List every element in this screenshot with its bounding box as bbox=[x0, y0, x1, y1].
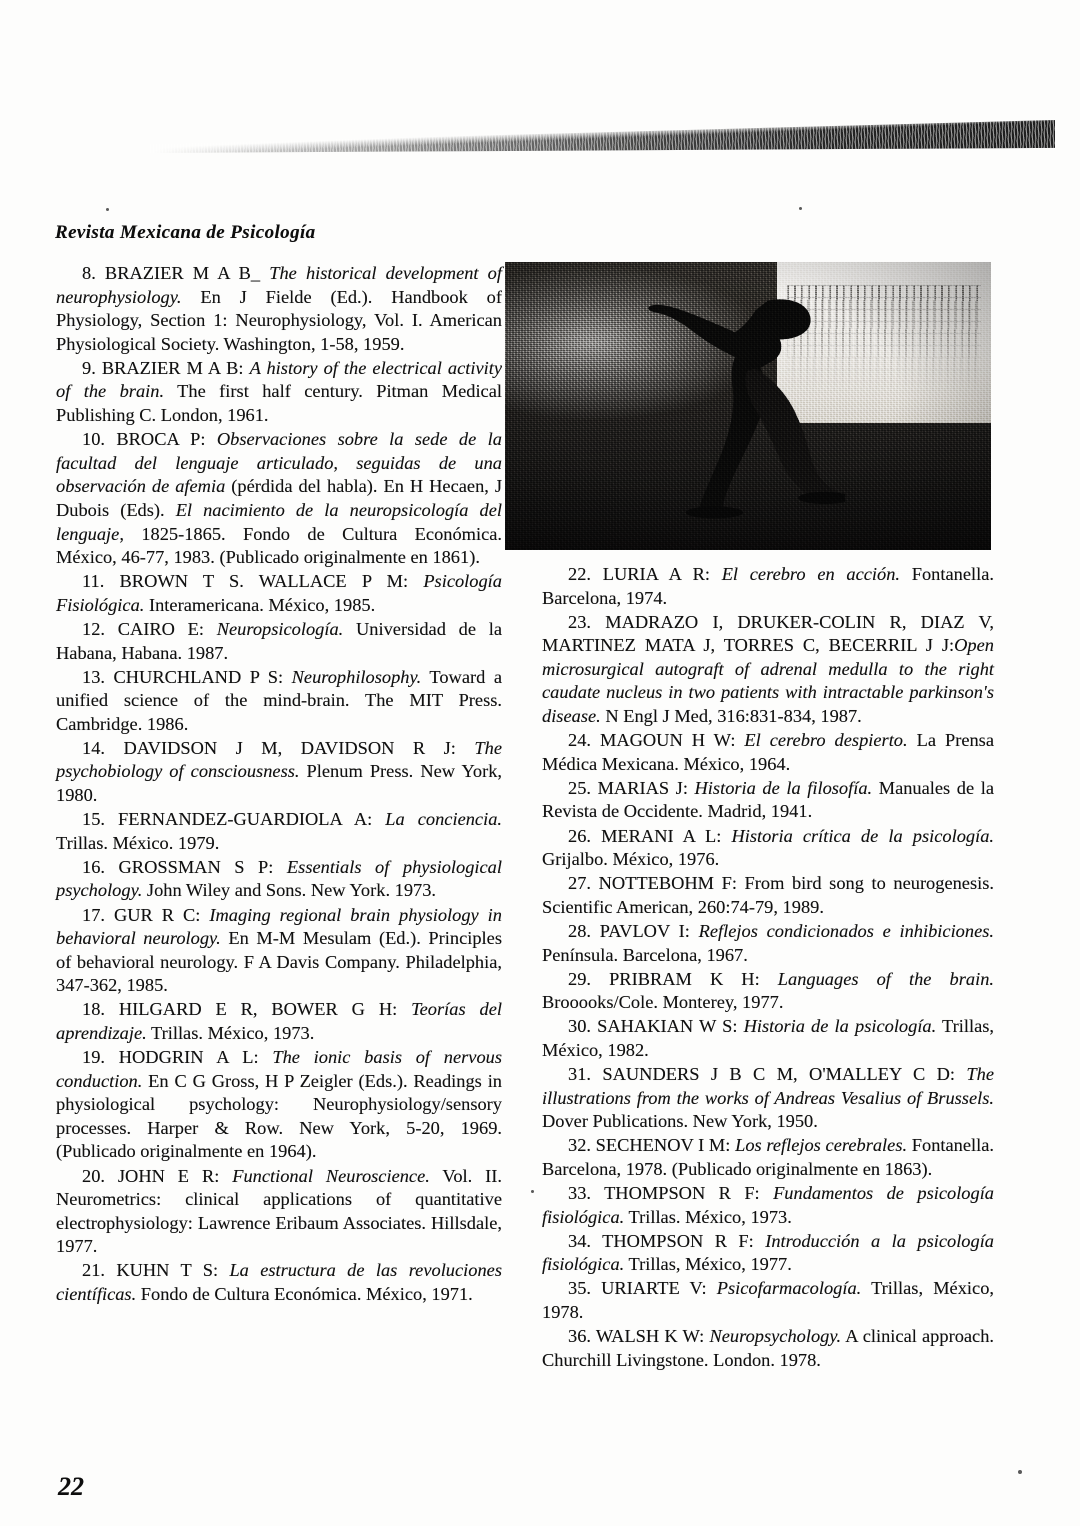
reference-text-run: La estructura de las revoluciones científicas. bbox=[56, 1260, 502, 1305]
reference-text-run: The illustrations from the works of Andreas Vesalius of Brussels. bbox=[542, 1063, 994, 1108]
reference-text-run: Trillas, México, 1977. bbox=[624, 1254, 792, 1275]
reference-text-run: A clinical approach. Churchill Livingstone. London. 1978. bbox=[542, 1326, 995, 1370]
page-number: 22 bbox=[58, 1472, 84, 1501]
reference-entry bbox=[56, 856, 502, 903]
reference-entry bbox=[56, 1165, 502, 1259]
scan-speck bbox=[1018, 1470, 1022, 1474]
scan-streak-wedge bbox=[150, 120, 1055, 154]
reference-text-run: 22. LURIA A R: bbox=[568, 564, 722, 584]
reference-entry bbox=[542, 968, 994, 1015]
reference-entry bbox=[542, 1325, 994, 1372]
reference-text-run: Historia de la psicología. bbox=[743, 1016, 937, 1037]
halftone-photograph bbox=[505, 262, 991, 550]
reference-text-run: Manuales de la Revista de Occidente. Madrid, 1941. bbox=[542, 777, 994, 822]
reference-entry bbox=[56, 666, 502, 737]
reference-text-run: Open microsurgical autograft of adrenal medulla to the right caudate nucleus in two patients with intractable parkinson's disease. bbox=[542, 635, 994, 727]
reference-entry bbox=[56, 737, 502, 808]
reference-entry bbox=[542, 920, 994, 967]
reference-text-run: Historia crítica de la psicología. bbox=[731, 825, 994, 846]
reference-text-run: Dover Publications. New York, 1950. bbox=[542, 1111, 818, 1132]
reference-text-run: Plenum Press. New York, 1980. bbox=[56, 761, 502, 806]
reference-text-run: La Prensa Médica Mexicana. México, 1964. bbox=[542, 730, 995, 774]
reference-text-run: 35. URIARTE V: bbox=[568, 1278, 717, 1299]
reference-text-run: John Wiley and Sons. New York. 1973. bbox=[142, 880, 437, 901]
reference-text-run: Fundamentos de psicología fisiológica. bbox=[542, 1182, 994, 1227]
reference-text-run: (pérdida del habla). En H Hecaen, J Dubois (Eds). bbox=[56, 476, 502, 520]
reference-text-run: Trillas. México, 1973. bbox=[146, 1023, 315, 1043]
reference-text-run: Psicofarmacología. bbox=[716, 1278, 862, 1299]
reference-text-run: The ionic basis of nervous conduction. bbox=[56, 1047, 502, 1091]
reference-entry bbox=[542, 1277, 994, 1324]
reference-text-run: Neuropsychology. bbox=[709, 1326, 842, 1346]
reference-entry bbox=[56, 357, 502, 428]
reference-entry bbox=[542, 611, 994, 729]
reference-text-run: The historical development of neurophysiology. bbox=[56, 263, 502, 307]
reference-text-run: Functional Neuroscience. bbox=[232, 1165, 430, 1186]
running-head: Revista Mexicana de Psicología bbox=[55, 222, 316, 243]
reference-entry bbox=[56, 428, 502, 570]
reference-entry bbox=[542, 777, 994, 824]
reference-text-run: Reflejos condicionados e inhibiciones. bbox=[698, 920, 994, 941]
reference-text-run: A history of the electrical activity of the brain. bbox=[56, 357, 502, 402]
reference-text-run: Introducción a la psicología fisiológica. bbox=[542, 1230, 994, 1275]
reference-text-run: 12. CAIRO E: bbox=[82, 618, 217, 639]
reference-text-run: Teorías del aprendizaje. bbox=[56, 999, 502, 1043]
reference-text-run: Trillas, México, 1982. bbox=[542, 1016, 994, 1060]
reference-entry bbox=[56, 904, 502, 998]
reference-text-run: 25. MARIAS J: bbox=[568, 777, 695, 798]
reference-text-run: 16. GROSSMAN S P: bbox=[82, 856, 287, 877]
reference-entry bbox=[56, 618, 502, 665]
reference-text-run: Toward a unified science of the mind-brain. The MIT Press. Cambridge. 1986. bbox=[56, 666, 502, 734]
reference-entry bbox=[542, 1063, 994, 1134]
reference-text-run: 18. HILGARD E R, BOWER G H: bbox=[82, 999, 412, 1020]
scan-streak-artifact bbox=[150, 120, 1055, 154]
scan-speck bbox=[799, 207, 802, 210]
reference-text-run: Neurophilosophy. bbox=[291, 666, 422, 687]
reference-text-run: Languages of the brain. bbox=[777, 968, 994, 989]
reference-entry bbox=[542, 1015, 994, 1062]
reference-entry bbox=[56, 262, 502, 356]
reference-entry bbox=[542, 1134, 994, 1181]
reference-text-run: 10. BROCA P: bbox=[82, 429, 217, 450]
reference-text-run: El cerebro despierto. bbox=[744, 730, 908, 751]
reference-text-run: 9. BRAZIER M A B: bbox=[82, 357, 250, 378]
reference-text-run: Neuropsicología. bbox=[216, 618, 344, 639]
scan-speck bbox=[531, 1190, 534, 1193]
reference-text-run: 30. SAHAKIAN W S: bbox=[568, 1016, 744, 1037]
reference-entry bbox=[542, 1182, 994, 1229]
reference-text-run: Imaging regional brain physiology in behavioral neurology. bbox=[56, 904, 502, 949]
reference-text-run: 21. KUHN T S: bbox=[82, 1260, 230, 1281]
reference-entry bbox=[542, 872, 994, 919]
reference-text-run: 28. PAVLOV I: bbox=[568, 920, 699, 941]
reference-entry bbox=[56, 998, 502, 1045]
reference-text-run: Psicología Fisiológica. bbox=[56, 571, 502, 615]
reference-text-run: Observaciones sobre la sede de la facultad del lenguaje articulado, seguidas de una observación de afemia bbox=[56, 429, 502, 497]
reference-text-run: Essentials of physiological psychology. bbox=[56, 856, 502, 901]
reference-text-run: En M-M Mesulam (Ed.). Principles of behavioral neurology. F A Davis Company. Philadelphia, 347-362, 1985. bbox=[56, 928, 502, 996]
reference-text-run: 17. GUR R C: bbox=[82, 904, 210, 925]
reference-text-run: 15. FERNANDEZ-GUARDIOLA A: bbox=[82, 809, 386, 830]
reference-text-run: N Engl J Med, 316:831-834, 1987. bbox=[600, 706, 862, 727]
reference-text-run: Vol. II. Neurometrics: clinical applications of quantitative electrophysiology: Lawrence Eribaum Associates. Hillsdale, 1977. bbox=[56, 1165, 502, 1257]
reference-text-run: 20. JOHN E R: bbox=[82, 1165, 233, 1186]
reference-entry bbox=[56, 570, 502, 617]
reference-entry bbox=[542, 563, 994, 610]
reference-text-run: La conciencia. bbox=[385, 809, 502, 830]
reference-text-run: Grijalbo. México, 1976. bbox=[542, 849, 720, 870]
reference-entry bbox=[542, 729, 994, 776]
reference-text-run: 23. MADRAZO I, DRUKER-COLIN R, DIAZ V, MARTINEZ MATA J, TORRES C, BECERRIL J J: bbox=[542, 611, 994, 656]
reference-text-run: Fondo de Cultura Económica. México, 1971. bbox=[136, 1284, 473, 1305]
reference-text-run: Universidad de la Habana, Habana. 1987. bbox=[56, 618, 502, 663]
reference-text-run: Brooooks/Cole. Monterey, 1977. bbox=[542, 992, 784, 1013]
reference-text-run: Historia de la filosofía. bbox=[694, 777, 873, 798]
reference-text-run: Península. Barcelona, 1967. bbox=[542, 944, 748, 965]
reference-text-run: Trillas, México, 1978. bbox=[542, 1278, 994, 1322]
reference-text-run: Trillas. México, 1973. bbox=[624, 1206, 792, 1227]
reference-text-run: 29. PRIBRAM K H: bbox=[568, 968, 778, 989]
scan-streak-grain bbox=[150, 120, 1055, 154]
reference-entry bbox=[542, 1230, 994, 1277]
reference-text-run: 24. MAGOUN H W: bbox=[568, 730, 745, 751]
reference-text-run: 36. WALSH K W: bbox=[568, 1326, 710, 1346]
reference-text-run: 19. HODGRIN A L: bbox=[82, 1047, 273, 1068]
reference-text-run: 8. BRAZIER M A B_ bbox=[82, 263, 270, 283]
reference-text-run: The first half century. Pitman Medical Publishing C. London, 1961. bbox=[56, 381, 502, 426]
reference-text-run: El nacimiento de la neuropsicología del lenguaje, bbox=[56, 499, 503, 544]
reference-column-left bbox=[56, 262, 502, 1307]
reference-entry bbox=[56, 808, 502, 855]
reference-text-run: 31. SAUNDERS J B C M, O'MALLEY C D: bbox=[568, 1063, 967, 1084]
reference-text-run: 32. SECHENOV I M: bbox=[568, 1135, 736, 1156]
photo-vignette bbox=[505, 262, 991, 550]
reference-entry bbox=[56, 1259, 502, 1306]
reference-entry bbox=[56, 1046, 502, 1164]
reference-text-run: 1825-1865. Fondo de Cultura Económica. México, 46-77, 1983. (Publicado originalmente en 1861). bbox=[56, 523, 502, 568]
reference-entry bbox=[542, 825, 994, 872]
reference-text-run: 13. CHURCHLAND P S: bbox=[82, 666, 292, 687]
reference-text-run: En C G Gross, H P Zeigler (Eds.). Readings in physiological psychology: Neurophysiology/sensory processes. Harper & Row. New York, 5-20, 1969. (Publicado originalmente en 1964). bbox=[56, 1070, 502, 1162]
reference-column-right bbox=[542, 563, 994, 1373]
reference-text-run: The psychobiology of consciousness. bbox=[56, 737, 502, 782]
reference-text-run: 34. THOMPSON R F: bbox=[568, 1230, 766, 1251]
reference-text-run: En J Fielde (Ed.). Handbook of Physiology, Section 1: Neurophysiology, Vol. I. American Physiological Society. Washington, 1-58, 1959. bbox=[56, 286, 502, 354]
reference-text-run: 11. BROWN T S. WALLACE P M: bbox=[82, 571, 424, 592]
reference-text-run: 26. MERANI A L: bbox=[568, 825, 732, 846]
reference-text-run: 27. NOTTEBOHM F: From bird song to neurogenesis. Scientific American, 260:74-79, 1989. bbox=[542, 873, 994, 917]
reference-text-run: El cerebro en acción. bbox=[721, 564, 901, 584]
reference-text-run: Trillas. México. 1979. bbox=[56, 832, 220, 853]
reference-text-run: Fontanella. Barcelona, 1978. (Publicado originalmente en 1863). bbox=[542, 1135, 994, 1179]
reference-text-run: Los reflejos cerebrales. bbox=[735, 1135, 908, 1156]
reference-text-run: 33. THOMPSON R F: bbox=[568, 1182, 774, 1203]
reference-text-run: Interamericana. México, 1985. bbox=[144, 594, 376, 615]
scan-speck bbox=[106, 208, 109, 211]
reference-text-run: 14. DAVIDSON J M, DAVIDSON R J: bbox=[82, 737, 475, 758]
reference-text-run: Fontanella. Barcelona, 1974. bbox=[542, 564, 994, 608]
